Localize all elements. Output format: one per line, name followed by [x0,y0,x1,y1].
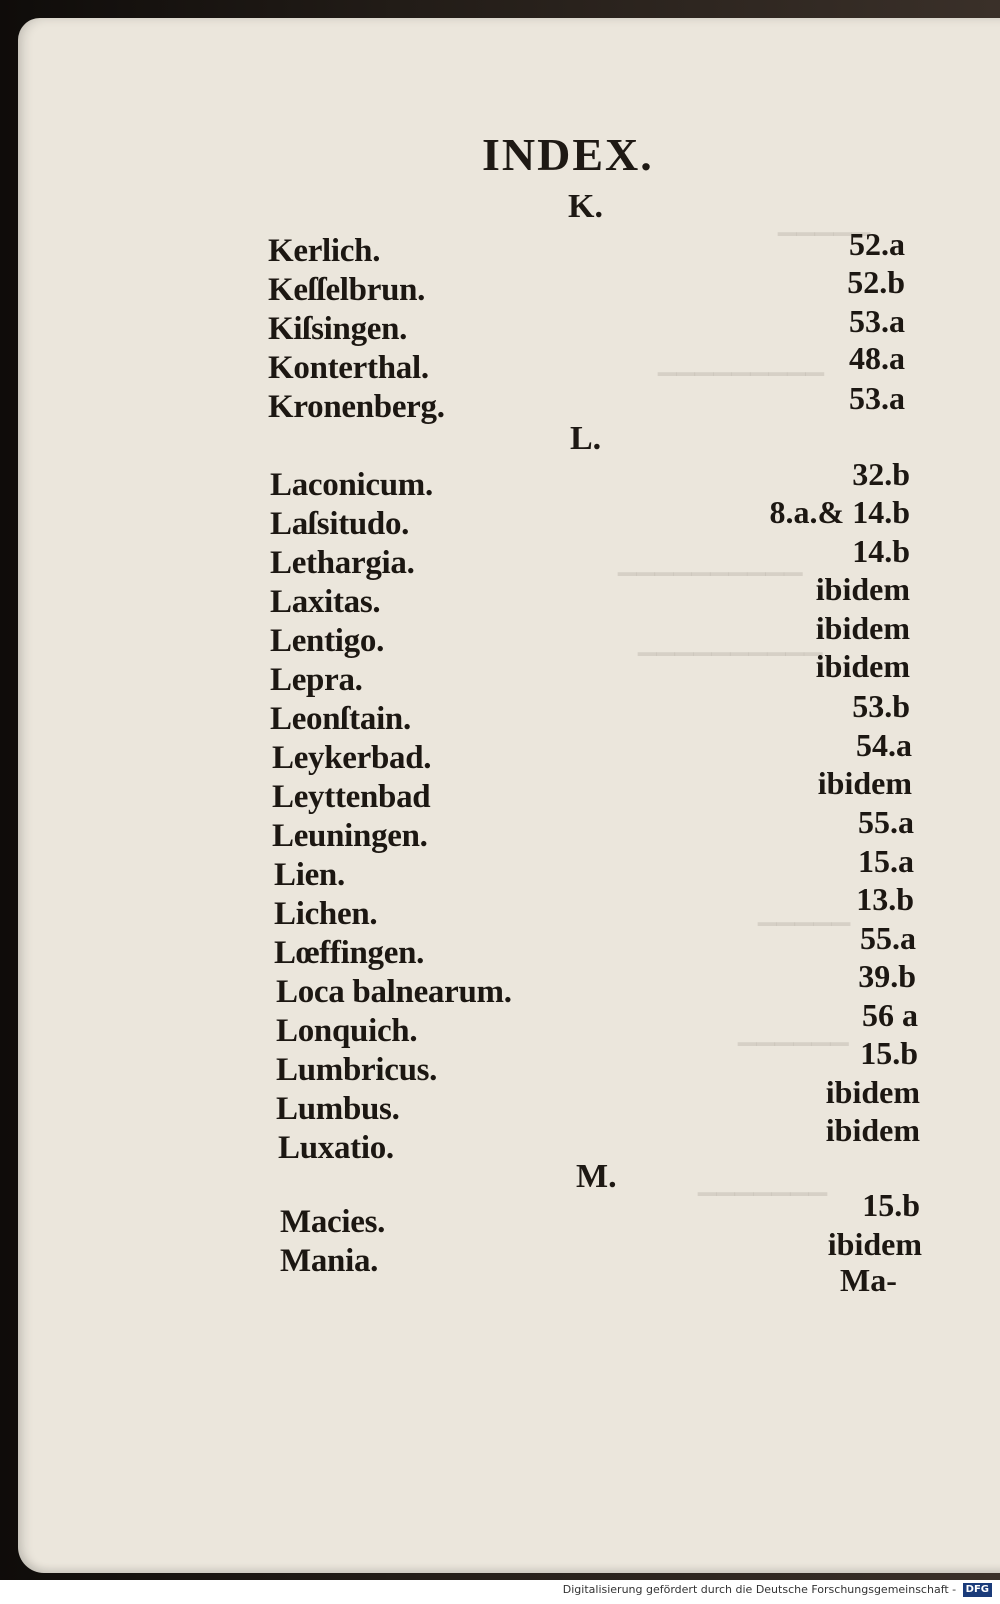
index-entry-term: Leuningen. [272,818,428,854]
index-entry-term: Laſsitudo. [270,506,410,542]
index-entry-ref: ibidem [825,1074,920,1110]
dfg-logo-icon: DFG [963,1583,992,1597]
index-entry-term: Lentigo. [270,623,385,659]
index-entry-term: Macies. [280,1204,386,1240]
index-entry-ref: ibidem [815,648,910,684]
index-entry-ref: 55.a [860,920,916,956]
index-entry-ref: 52.a [849,226,905,262]
index-entry-ref: 14.b [852,533,910,569]
index-entry-term: Kerlich. [268,233,381,269]
index-entry-term: Konterthal. [268,350,429,386]
index-entry-ref: ibidem [827,1226,922,1262]
index-entry-ref: 53.a [849,303,905,339]
footer-credit-text: Digitalisierung gefördert durch die Deutsche Forschungsgemeinschaft - [562,1583,957,1596]
index-entry-ref: 53.b [852,688,910,724]
index-entry-term: Kiſsingen. [268,311,408,347]
index-entry-term: Luxatio. [278,1130,394,1166]
index-entry-ref: 8.a.& 14.b [769,494,910,530]
index-entry-ref: 15.b [860,1035,918,1071]
index-entry-term: Leonſtain. [270,701,411,737]
index-entry-term: Loca balnearum. [276,974,512,1010]
show-through-mark: ▁▁▁▁▁▁▁▁▁▁ [618,548,803,576]
index-entry-ref: 32.b [852,456,910,492]
index-entry-ref: ibidem [817,765,912,801]
show-through-mark: ▁▁▁▁▁▁▁▁▁ [658,348,825,376]
index-entry-term: Lonquich. [276,1013,418,1049]
index-entry-ref: ibidem [825,1112,920,1148]
index-entry-term: Laconicum. [270,467,433,503]
page-heading: INDEX. [482,129,654,180]
index-entry-term: Lumbus. [276,1091,400,1127]
index-entry-ref: 39.b [858,958,916,994]
index-entry-term: Lethargia. [270,545,415,581]
index-entry-term: Kronenberg. [268,389,445,425]
index-entry-term: Mania. [280,1243,379,1279]
show-through-mark: ▁▁▁▁▁ [758,898,851,926]
show-through-mark: ▁▁▁▁▁▁▁▁▁▁ [638,628,823,656]
index-entry-term: Leykerbad. [272,740,432,776]
index-entry-term: Laxitas. [270,584,381,620]
index-entry-ref: ibidem [815,610,910,646]
index-entry-ref: 55.a [858,804,914,840]
index-entry-ref: 48.a [849,340,905,376]
show-through-mark: ▁▁▁▁▁ [778,208,871,236]
index-entry-ref: 54.a [856,727,912,763]
section-letter-k: K. [568,188,603,225]
show-through-mark: ▁▁▁▁▁▁ [738,1018,849,1046]
index-entry-term: Leyttenbad [272,779,431,815]
index-entry-term: Keſſelbrun. [268,272,426,308]
footer-credit [563,1583,992,1597]
show-through-mark: ▁▁▁▁▁▁▁ [698,1168,828,1196]
index-entry-ref: 56 a [862,997,918,1033]
index-entry-term: Lœffingen. [274,935,425,971]
index-entry-ref: 52.b [847,264,905,300]
index-entry-term: Lien. [274,857,345,893]
index-entry-ref: 15.b [862,1187,920,1223]
index-entry-term: Lepra. [270,662,363,698]
index-entry-ref: 15.a [858,843,914,879]
index-entry-term: Lumbricus. [276,1052,438,1088]
index-entry-term: Lichen. [274,896,378,932]
footer-bar [0,1580,1000,1604]
index-entry-ref: 13.b [856,881,914,917]
section-letter-m: M. [576,1158,617,1195]
index-entry-ref: ibidem [815,571,910,607]
section-letter-l: L. [570,420,602,457]
index-entry-ref: 53.a [849,380,905,416]
catchword: Ma- [840,1262,897,1298]
